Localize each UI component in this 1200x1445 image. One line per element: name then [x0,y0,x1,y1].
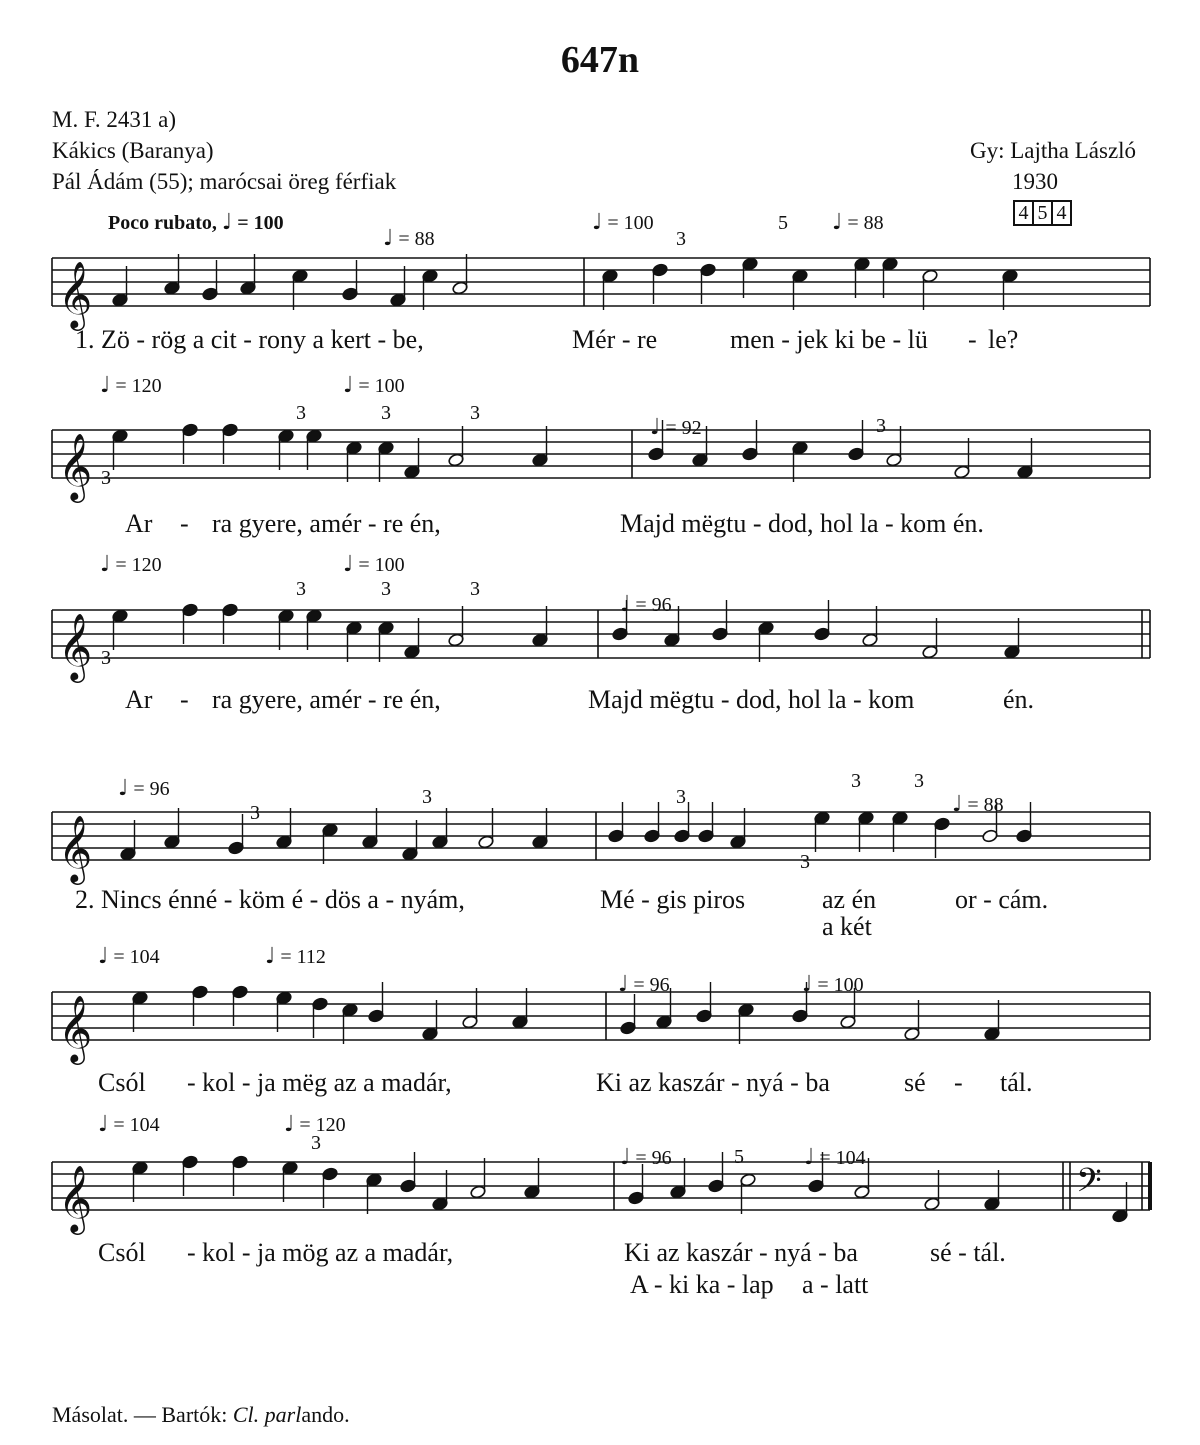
syllable-count: 4 [1013,200,1034,226]
tempo-marking [383,226,435,251]
syllable-count: 4 [1051,200,1072,226]
quarter-note-icon: ♩ [100,373,111,398]
tuplet-number: 3 [311,1132,321,1154]
footer-note [52,1402,350,1428]
lyric-line: Majd mëgtu - dod, hol la - kom én. [620,509,984,538]
lyric-line: Csól [98,1068,146,1097]
tempo-marking [118,776,170,801]
lyric-line: tál. [1000,1068,1033,1097]
quarter-note-icon: ♩ [100,552,111,577]
lyric-line: - [954,1068,963,1097]
footer-italic: Cl. parl [232,1402,302,1427]
recording-year: 1930 [1012,169,1058,194]
treble-clef-icon: 𝄞 [58,612,93,680]
lyric-line: Mér - re [572,325,658,354]
quarter-note-icon: ♩ [265,944,276,969]
bass-clef-icon: 𝄢 [1076,1162,1102,1208]
tempo-marking [592,210,654,235]
tempo-marking [620,592,672,617]
tempo-marking [952,792,1004,817]
quarter-note-icon: ♩ [592,210,603,235]
tuplet-number: 3 [101,467,111,489]
lyric-line: Csól [98,1238,146,1267]
quarter-note-icon: ♩ [804,1145,815,1170]
tempo-value: = 100 [358,375,405,397]
tuplet-number: 3 [676,228,686,250]
tempo-value: = 112 [280,946,326,968]
tempo-marking [100,552,162,577]
lyric-line: ra gyere, amér - re én, [212,509,441,538]
tempo-marking [618,972,670,997]
tuplet-number: 3 [851,770,861,792]
tempo-marking [650,415,702,440]
tempo-value: = 100 [817,974,864,996]
tempo-value: = 120 [115,554,162,576]
tempo-value: = 88 [847,212,884,234]
lyric-line: ra gyere, amér - re én, [212,685,441,714]
tempo-marking [343,373,405,398]
tempo-value: = 96 [635,594,672,616]
lyric-line: Majd mëgtu - dod, hol la - kom [588,685,915,714]
tempo-value: = 120 [115,375,162,397]
lyric-line: én. [1003,685,1035,714]
performer: Pál Ádám (55); marócsai öreg férfiak [52,169,397,194]
tempo-text: Poco rubato, [108,212,222,234]
quarter-note-icon: ♩ [650,415,661,440]
tuplet-number: 3 [470,402,480,424]
quarter-note-icon: ♩ [284,1112,295,1137]
lyric-line: sé [904,1068,926,1097]
tempo-value: = 104 [819,1147,866,1169]
tempo-value: = 104 [113,1114,160,1136]
archive-id: M. F. 2431 a) [52,107,177,132]
tuplet-number: 3 [914,770,924,792]
lyric-line: 1. Zö - rög a cit - rony a kert - be, [75,325,424,354]
quarter-note-icon: ♩ [832,210,843,235]
lyric-line: - [180,509,189,538]
lyric-line: Ar [125,685,153,714]
treble-clef-icon: 𝄞 [58,814,93,882]
treble-clef-icon: 𝄞 [58,994,93,1062]
tempo-value: = 104 [113,946,160,968]
lyric-line: Ar [125,509,153,538]
treble-clef-icon: 𝄞 [58,1164,93,1232]
lyric-line: a - latt [802,1270,869,1299]
tempo-value: = 88 [967,794,1004,816]
tuplet-number: 3 [250,802,260,824]
lyric-line: men - jek ki be - lü [730,325,928,354]
lyric-line: le? [988,325,1019,354]
lyric-line: - kol - ja mëg az a madár, [187,1068,452,1097]
tempo-marking [620,1145,672,1170]
tuplet-number: 5 [734,1146,744,1168]
lyric-line: Ki az kaszár - nyá - ba [624,1238,858,1267]
quarter-note-icon: ♩ [98,1112,109,1137]
tempo-value: = 100 [358,554,405,576]
tempo-marking [804,1145,866,1170]
tempo-marking [108,210,284,235]
tempo-marking [802,972,864,997]
quarter-note-icon: ♩ [620,1145,631,1170]
page-title: 647n [560,39,640,81]
quarter-note-icon: ♩ [952,792,963,817]
tempo-value: = 100 [607,212,654,234]
lyric-line: Ki az kaszár - nyá - ba [596,1068,830,1097]
quarter-note-icon: ♩ [221,210,233,235]
lyric-line: az én [822,885,877,914]
tuplet-number: 3 [381,578,391,600]
tuplet-number: 3 [470,578,480,600]
tuplet-number: 3 [876,415,886,437]
lyric-line: - kol - ja mög az a madár, [187,1238,454,1267]
lyric-line: or - cám. [955,885,1049,914]
tuplet-number: 3 [296,402,306,424]
tempo-marking [343,552,405,577]
collector: Gy: Lajtha László [970,138,1137,163]
lyric-line: - [968,325,977,354]
tuplet-number: 3 [422,786,432,808]
lyric-line: a két [822,912,872,941]
tuplet-number: 3 [676,786,686,808]
tempo-marking [832,210,884,235]
tempo-value: = 92 [665,417,702,439]
tempo-marking [98,1112,160,1137]
lyric-line: A - ki ka - lap [630,1270,774,1299]
lyric-line: Mé - gis piros [600,885,746,914]
footer-prefix: Másolat. — Bartók: [52,1402,233,1427]
tuplet-number: 3 [296,578,306,600]
quarter-note-icon: ♩ [618,972,629,997]
tempo-value: = 120 [299,1114,346,1136]
lyric-line: sé - tál. [930,1238,1006,1267]
tuplet-number: 3 [800,851,810,873]
treble-clef-icon: 𝄞 [58,432,93,500]
syllable-count: 5 [1032,200,1053,226]
tempo-marking [265,944,326,969]
tempo-value: = 100 [237,212,284,234]
tempo-value: = 96 [133,778,170,800]
quarter-note-icon: ♩ [620,592,631,617]
tempo-marking [98,944,160,969]
quarter-note-icon: ♩ [98,944,109,969]
quarter-note-icon: ♩ [802,972,813,997]
lyric-line: 2. Nincs énné - köm é - dös a - nyám, [75,885,465,914]
tempo-value: = 96 [633,974,670,996]
tempo-marking [100,373,162,398]
tempo-value: = 88 [398,228,435,250]
treble-clef-icon: 𝄞 [58,260,93,328]
tuplet-number: 3 [101,647,111,669]
tuplet-number: 3 [381,402,391,424]
tempo-value: = 96 [635,1147,672,1169]
lyric-line: - [180,685,189,714]
recording-location: Kákics (Baranya) [52,138,214,163]
quarter-note-icon: ♩ [118,776,129,801]
quarter-note-icon: ♩ [343,373,354,398]
footer-suffix: ando. [301,1402,350,1427]
tuplet-number: 5 [778,212,788,234]
quarter-note-icon: ♩ [383,226,394,251]
quarter-note-icon: ♩ [343,552,354,577]
